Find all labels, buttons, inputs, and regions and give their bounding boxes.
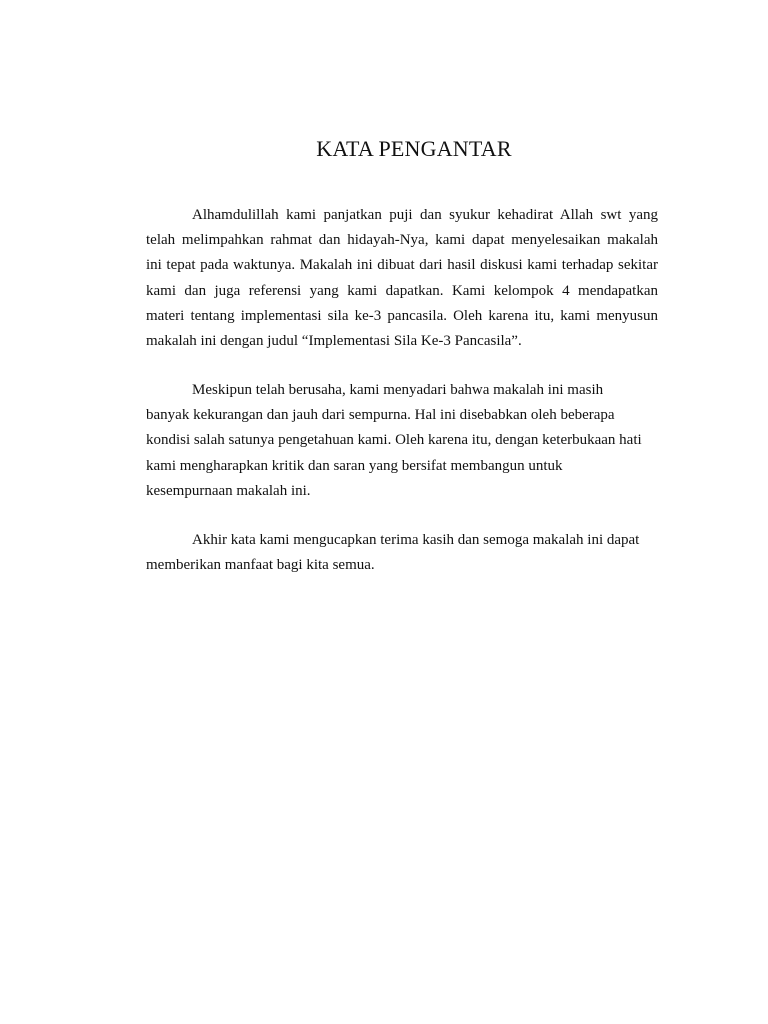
page-title: KATA PENGANTAR	[316, 136, 512, 161]
paragraph-line: kami mengharapkan kritik dan saran yang bersifat membangun untuk	[146, 457, 563, 474]
paragraph-line: materi tentang implementasi sila ke-3 pancasila. Oleh karena itu, kami menyusun	[146, 307, 658, 324]
paragraph-line: Akhir kata kami mengucapkan terima kasih dan semoga makalah ini dapat	[192, 532, 640, 548]
paragraph-2	[146, 378, 658, 504]
paragraph-line: ini tepat pada waktunya. Makalah ini dibuat dari hasil diskusi kami terhadap sekitar	[146, 257, 658, 274]
paragraph-line: memberikan manfaat bagi kita semua.	[146, 557, 375, 574]
paragraph-line: Meskipun telah berusaha, kami menyadari bahwa makalah ini masih	[192, 382, 604, 398]
paragraph-line: makalah ini dengan judul “Implementasi Sila Ke-3 Pancasila”.	[146, 333, 522, 350]
paragraph-line: banyak kekurangan dan jauh dari sempurna. Hal ini disebabkan oleh beberapa	[146, 407, 615, 424]
paragraph-3	[146, 528, 658, 578]
paragraph-line: Alhamdulillah kami panjatkan puji dan syukur kehadirat Allah swt yang	[192, 207, 658, 223]
paragraph-line: kami dan juga referensi yang kami dapatkan. Kami kelompok 4 mendapatkan	[146, 282, 658, 299]
paragraph-1	[146, 203, 658, 354]
paragraph-line: telah melimpahkan rahmat dan hidayah-Nya, kami dapat menyelesaikan makalah	[146, 232, 658, 249]
paragraph-line: kesempurnaan makalah ini.	[146, 482, 311, 499]
paragraph-line: kondisi salah satunya pengetahuan kami. Oleh karena itu, dengan keterbukaan hati	[146, 432, 642, 449]
